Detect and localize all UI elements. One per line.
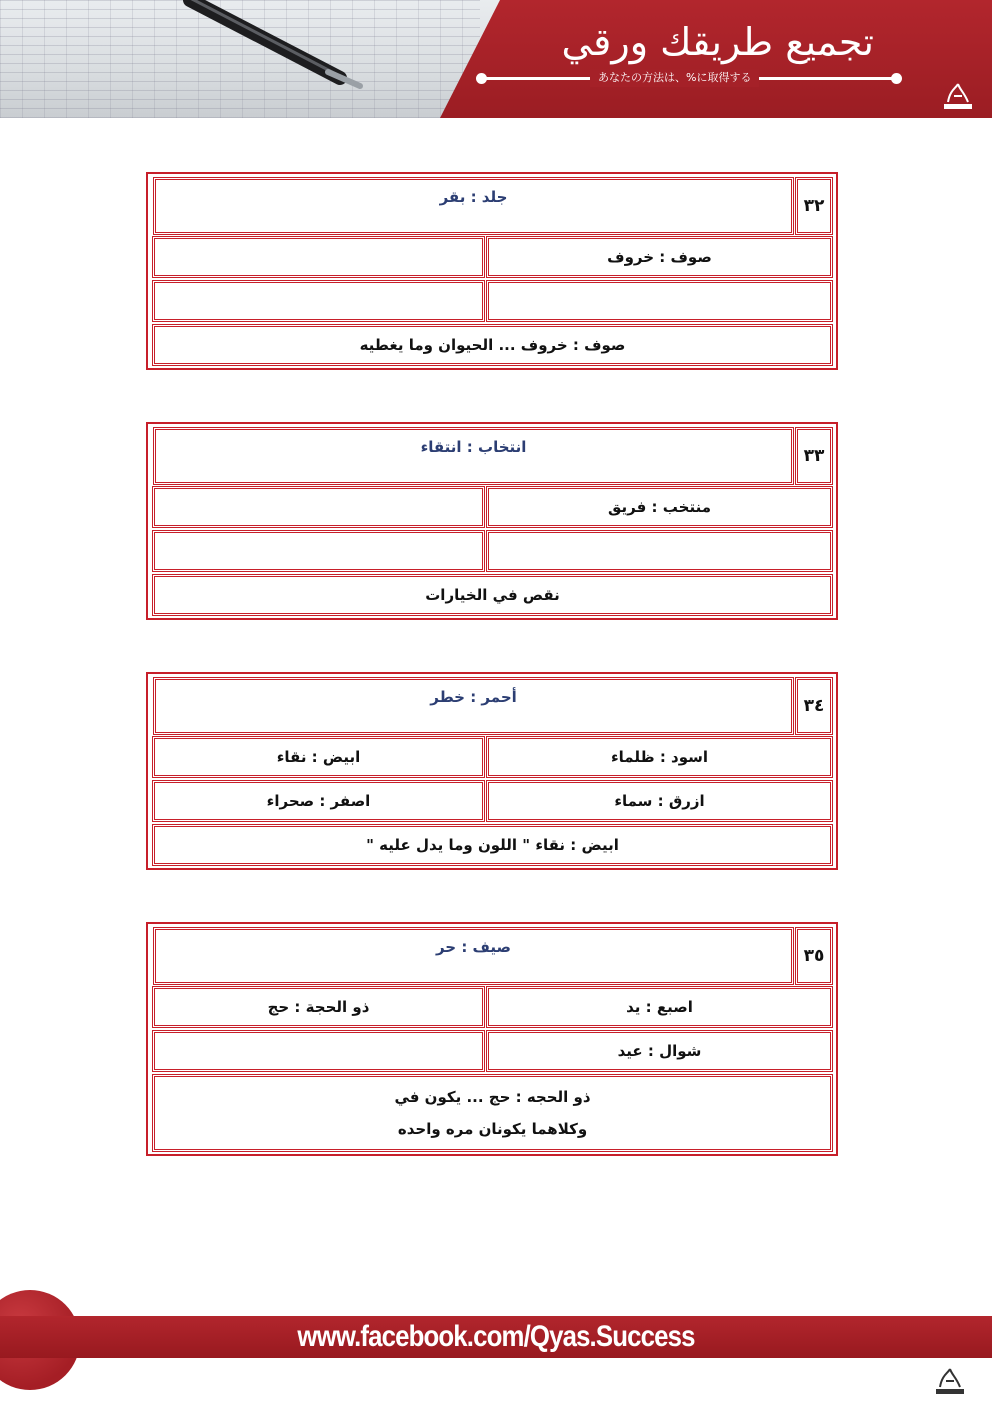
question-title: صيف : حر [153, 927, 794, 985]
footer-url-link[interactable]: www.facebook.com/Qyas.Success [297, 1320, 695, 1353]
option-cell [152, 1030, 485, 1072]
pen-image [150, 0, 380, 90]
option-cell: شوال : عيد [486, 1030, 833, 1072]
answer-cell [152, 1074, 833, 1152]
option-cell [152, 280, 485, 322]
option-cell: منتخب : فريق [486, 486, 833, 528]
question-number: ٣٤ [795, 677, 833, 735]
option-cell [486, 280, 833, 322]
answer-line: صوف : خروف ... الحيوان وما يغطيه [359, 336, 626, 354]
answer-line: وكلاهما يكونان مره واحده [397, 1120, 588, 1138]
question-title: أحمر : خطر [153, 677, 794, 735]
option-cell: ذو الحجة : حج [152, 986, 485, 1028]
option-cell: اصبع : يد [486, 986, 833, 1028]
option-cell: صوف : خروف [486, 236, 833, 278]
question-number: ٣٣ [795, 427, 833, 485]
logo-icon [930, 1367, 970, 1397]
option-cell [152, 486, 485, 528]
footer-banner [0, 1290, 992, 1403]
option-cell: ابيض : نقاء [152, 736, 485, 778]
answer-cell [152, 324, 833, 366]
logo-icon [938, 82, 978, 112]
answer-line: نقص في الخيارات [425, 586, 560, 604]
question-title: جلد : بقر [153, 177, 794, 235]
option-cell: ازرق : سماء [486, 780, 833, 822]
brand-underline [480, 72, 898, 84]
option-cell: اسود : ظلماء [486, 736, 833, 778]
question-number: ٣٢ [795, 177, 833, 235]
answer-line: ابيض : نقاء " اللون وما يدل عليه " [366, 836, 619, 854]
question-number: ٣٥ [795, 927, 833, 985]
question-card [146, 422, 838, 620]
brand-title: تجميع طريقك ورقي [561, 20, 874, 64]
option-cell [152, 530, 485, 572]
header-banner [0, 0, 992, 118]
brand-tagline: あなたの方法は、%に取得する [590, 69, 759, 87]
option-cell: اصفر : صحراء [152, 780, 485, 822]
answer-cell [152, 824, 833, 866]
question-card [146, 172, 838, 370]
question-card [146, 922, 838, 1156]
answer-cell [152, 574, 833, 616]
question-title: انتخاب : انتقاء [153, 427, 794, 485]
option-cell [152, 236, 485, 278]
answer-line: ذو الحجه : حج ... يكون في [394, 1088, 591, 1106]
question-card [146, 672, 838, 870]
option-cell [486, 530, 833, 572]
